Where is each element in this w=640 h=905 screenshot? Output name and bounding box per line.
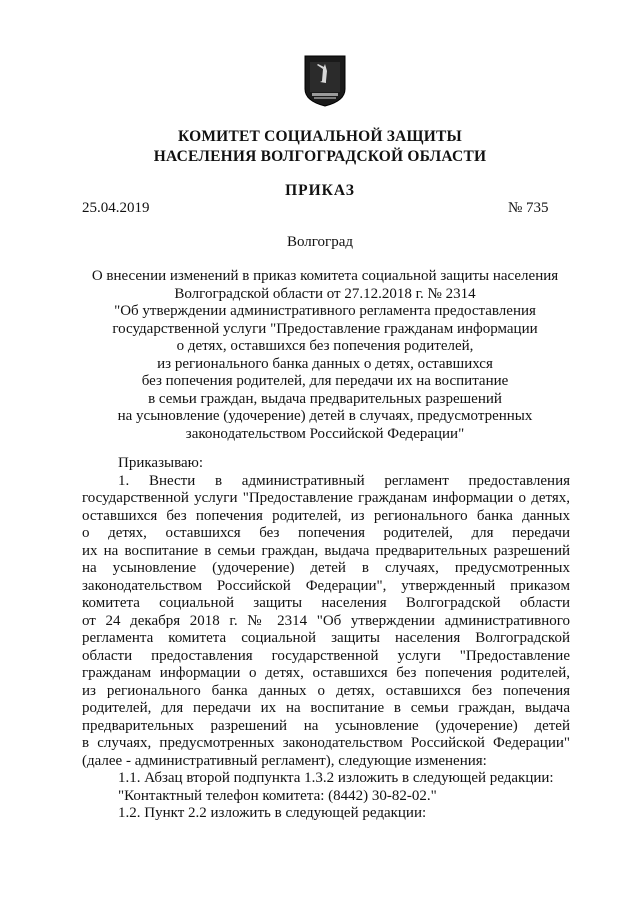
document-number: № 735 — [508, 200, 549, 216]
body-line: законодательством Российской Федерации", утвержденный приказом — [82, 577, 570, 594]
body-line: 1.2. Пункт 2.2 изложить в следующей редакции: — [118, 805, 427, 821]
subject-line: государственной услуги "Предоставление гражданам информации — [112, 320, 538, 337]
document-body — [82, 455, 570, 823]
body-line: из регионального банка данных о детях, оставшихся без попечения — [82, 682, 570, 699]
body-line: 1.1. Абзац второй подпункта 1.3.2 изложить в следующей редакции: — [118, 770, 554, 786]
subject-line: Волгоградской области от 27.12.2018 г. № 2314 — [174, 285, 476, 302]
subject-line: в семьи граждан, выдача предварительных разрешений — [148, 390, 502, 407]
org-name-line-2: НАСЕЛЕНИЯ ВОЛГОГРАДСКОЙ ОБЛАСТИ — [153, 148, 487, 165]
subject-line: законодательством Российской Федерации" — [185, 425, 465, 442]
body-line: комитета социальной защиты населения Волгоградской области — [82, 595, 570, 611]
subject-line: на усыновление (удочерение) детей в случаях, предусмотренных — [117, 408, 533, 424]
body-line: области предоставления государственной услуги "Предоставление — [82, 647, 570, 664]
body-line: от 24 декабря 2018 г. № 2314 "Об утверждении административного — [82, 612, 570, 629]
subject-line: "Об утверждении административного регламента предоставления — [114, 303, 536, 319]
body-line: "Контактный телефон комитета: (8442) 30-82-02." — [118, 787, 437, 804]
body-line: родителей, для передачи их на воспитание в семьи граждан, выдача — [82, 700, 570, 716]
body-line: на усыновление (удочерение) детей в случаях, предусмотренных — [82, 560, 570, 576]
body-line: о детях, оставшихся без попечения родителей, для передачи — [82, 525, 570, 541]
body-line: в случаях, предусмотренных законодательством Российской Федерации" — [82, 735, 570, 751]
body-line: (далее - административный регламент), следующие изменения: — [82, 752, 487, 769]
body-line: оставшихся без попечения родителей, из регионального банка данных — [82, 507, 570, 524]
body-line: 1. Внести в административный регламент предоставления — [118, 472, 570, 489]
body-line: Приказываю: — [118, 455, 203, 471]
subject-line: о детях, оставшихся без попечения родителей, — [176, 338, 474, 354]
body-line: их на воспитание в семьи граждан, выдача предварительных разрешений — [82, 542, 570, 559]
coat-of-arms-icon — [304, 55, 346, 107]
subject-line: О внесении изменений в приказ комитета социальной защиты населения — [91, 268, 559, 284]
document-type: ПРИКАЗ — [285, 182, 355, 199]
document-subject — [60, 268, 590, 443]
body-line: гражданам информации о детях, оставшихся без попечения родителей, — [82, 665, 570, 681]
document-date: 25.04.2019 — [82, 200, 150, 216]
body-line: регламента комитета социальной защиты населения Волгоградской — [82, 630, 570, 646]
subject-line: без попечения родителей, для передачи их на воспитание — [141, 373, 509, 389]
org-name-line-1: КОМИТЕТ СОЦИАЛЬНОЙ ЗАЩИТЫ — [178, 128, 462, 145]
subject-line: из регионального банка данных о детях, оставшихся — [157, 355, 493, 372]
document-city: Волгоград — [286, 234, 353, 250]
body-line: государственной услуги "Предоставление гражданам информации о детях, — [82, 490, 570, 506]
body-line: предварительных разрешений на усыновление (удочерение) детей — [82, 717, 570, 734]
